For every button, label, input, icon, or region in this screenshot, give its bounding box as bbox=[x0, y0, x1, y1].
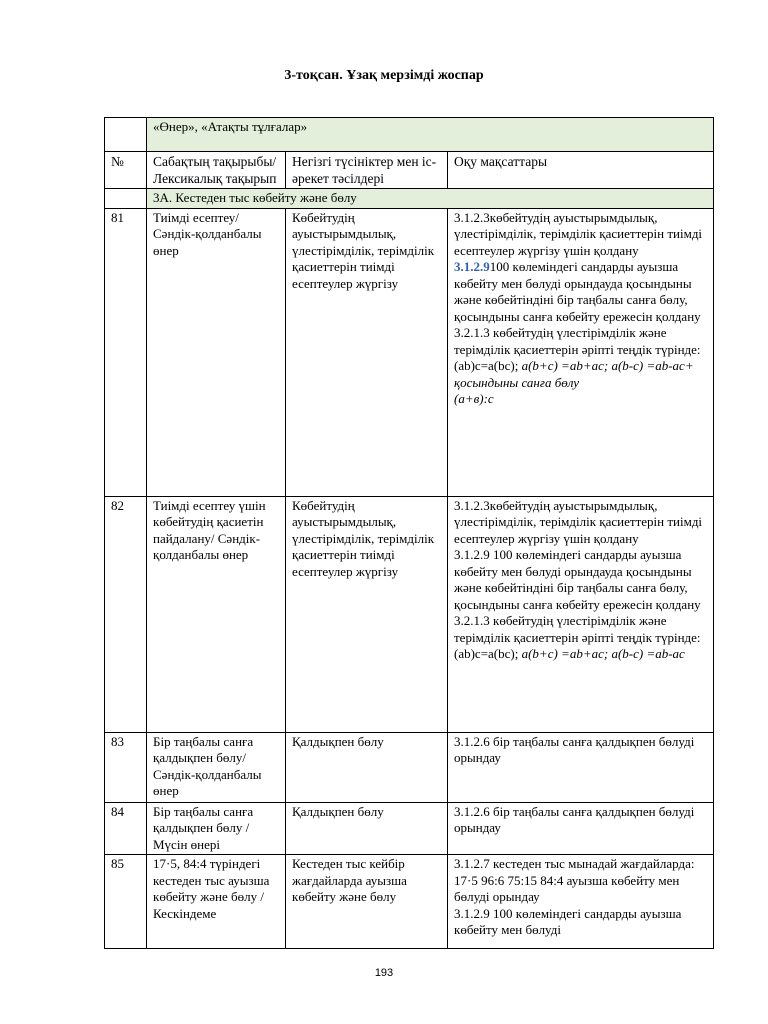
objective-item: 3.1.2.7 кестеден тыс мынадай жағдайларда: 17·5 96:6 75:15 84:4 ауызша көбейту мен бөлуді орындау bbox=[454, 856, 695, 904]
lesson-objectives: 3.1.2.6 бір таңбалы санға қалдықпен бөлуді орындау bbox=[448, 732, 714, 802]
table-row bbox=[105, 855, 714, 949]
lesson-number: 84 bbox=[105, 802, 147, 855]
lesson-concepts: Көбейтудің ауыстырымдылық, үлестірімділік, терімділік қасиеттерін тиімді есептеулер жүргізу bbox=[286, 208, 448, 496]
lesson-objectives bbox=[448, 208, 714, 496]
header-concepts: Негізгі түсініктер мен іс-әрекет тәсілдері bbox=[286, 152, 448, 189]
lesson-topic: Бір таңбалы санға қалдықпен бөлу / Мүсін өнері bbox=[147, 802, 286, 855]
objective-text: 3.2.1.3 көбейтудің үлестірімділік және терімділік қасиеттерін әріпті теңдік түрінде: (ab)c=a(bc); bbox=[454, 613, 701, 661]
header-objectives: Оқу мақсаттары bbox=[448, 152, 714, 189]
lesson-concepts: Кестеден тыс кейбір жағдайларда ауызша көбейту және бөлу bbox=[286, 855, 448, 949]
lesson-number: 81 bbox=[105, 208, 147, 496]
page-title: 3-тоқсан. Ұзақ мерзімді жоспар bbox=[284, 68, 484, 83]
objective-formula-tail: (а+в):с bbox=[454, 391, 494, 406]
theme-empty-cell bbox=[105, 118, 147, 152]
lesson-concepts: Көбейтудің ауыстырымдылық, үлестірімділік, терімділік қасиеттерін тиімді есептеулер жүргізу bbox=[286, 496, 448, 732]
objective-item bbox=[454, 325, 708, 391]
objective-item: 3.1.2.3көбейтудің ауыстырымдылық, үлестірімділік, терімділік қасиеттерін тиімді есептеулер жүргізу үшін қолдану bbox=[454, 497, 703, 546]
lesson-number: 83 bbox=[105, 732, 147, 802]
objective-formula: a(b+c) =ab+ac; a(b-c) =ab-ac bbox=[518, 646, 685, 661]
section-title: 3А. Кестеден тыс көбейту және бөлу bbox=[147, 189, 714, 209]
section-empty-cell bbox=[105, 189, 147, 209]
table-row bbox=[105, 802, 714, 855]
theme-row bbox=[105, 118, 714, 152]
section-row bbox=[105, 189, 714, 209]
header-num: № bbox=[105, 152, 147, 189]
lesson-concepts: Қалдықпен бөлу bbox=[286, 802, 448, 855]
lesson-number: 85 bbox=[105, 855, 147, 949]
lesson-topic: Бір таңбалы санға қалдықпен бөлу/Сәндік-қолданбалы өнер bbox=[147, 732, 286, 802]
header-topic: Сабақтың тақырыбы/ Лексикалық тақырып bbox=[147, 152, 286, 189]
header-row bbox=[105, 152, 714, 189]
table-row bbox=[105, 496, 714, 732]
objective-code: 3.1.2.9 bbox=[454, 259, 490, 274]
objective-item bbox=[454, 613, 708, 663]
lesson-objectives: 3.1.2.6 бір таңбалы санға қалдықпен бөлуді орындау bbox=[448, 802, 714, 855]
lesson-objectives bbox=[448, 855, 714, 949]
lesson-objectives bbox=[448, 496, 714, 732]
objective-item: 3.1.2.9 100 көлеміндегі сандарды ауызша көбейту мен бөлуді орындауда қосындыны және көбейтіндіні бір таңбалы санға бөлу, қосындыны санға көбейту ережесін қолдану bbox=[454, 547, 701, 612]
table-row bbox=[105, 732, 714, 802]
table-row bbox=[105, 208, 714, 496]
objective-item: 3.1.2.9 100 көлеміндегі сандарды ауызша көбейту мен бөлуді bbox=[454, 905, 682, 937]
lesson-topic: 17·5, 84:4 түріндегі кестеден тыс ауызша көбейту және бөлу /Кескіндеме bbox=[147, 855, 286, 949]
objective-item bbox=[454, 259, 708, 325]
objective-text: 3.2.1.3 көбейтудің үлестірімділік және терімділік қасиеттерін әріпті теңдік түрінде: (ab)c=a(bc); bbox=[454, 325, 701, 373]
objective-text: 100 көлеміндегі сандарды ауызша көбейту мен бөлуді орындауда қосындыны және көбейтіндіні бір таңбалы санға бөлу, қосындыны санға көбейту ережесін қолдану bbox=[454, 259, 701, 324]
lesson-number: 82 bbox=[105, 496, 147, 732]
theme-cell: «Өнер», «Атақты тұлғалар» bbox=[147, 118, 714, 152]
page-number: 193 bbox=[374, 967, 394, 979]
long-term-plan-table bbox=[104, 117, 714, 949]
lesson-concepts: Қалдықпен бөлу bbox=[286, 732, 448, 802]
objective-item: 3.1.2.3көбейтудің ауыстырымдылық, үлестірімділік, терімділік қасиеттерін тиімді есептеулер жүргізу үшін қолдану bbox=[454, 209, 703, 258]
objective-formula: a(b+c) =ab+ac; a(b-c) =ab-ac+ қосындыны санға бөлу bbox=[454, 358, 694, 390]
lesson-topic: Тиімді есептеу үшін көбейтудің қасиетін пайдалану/ Сәндік-қолданбалы өнер bbox=[147, 496, 286, 732]
lesson-topic: Тиімді есептеу/ Сәндік-қолданбалы өнер bbox=[147, 208, 286, 496]
